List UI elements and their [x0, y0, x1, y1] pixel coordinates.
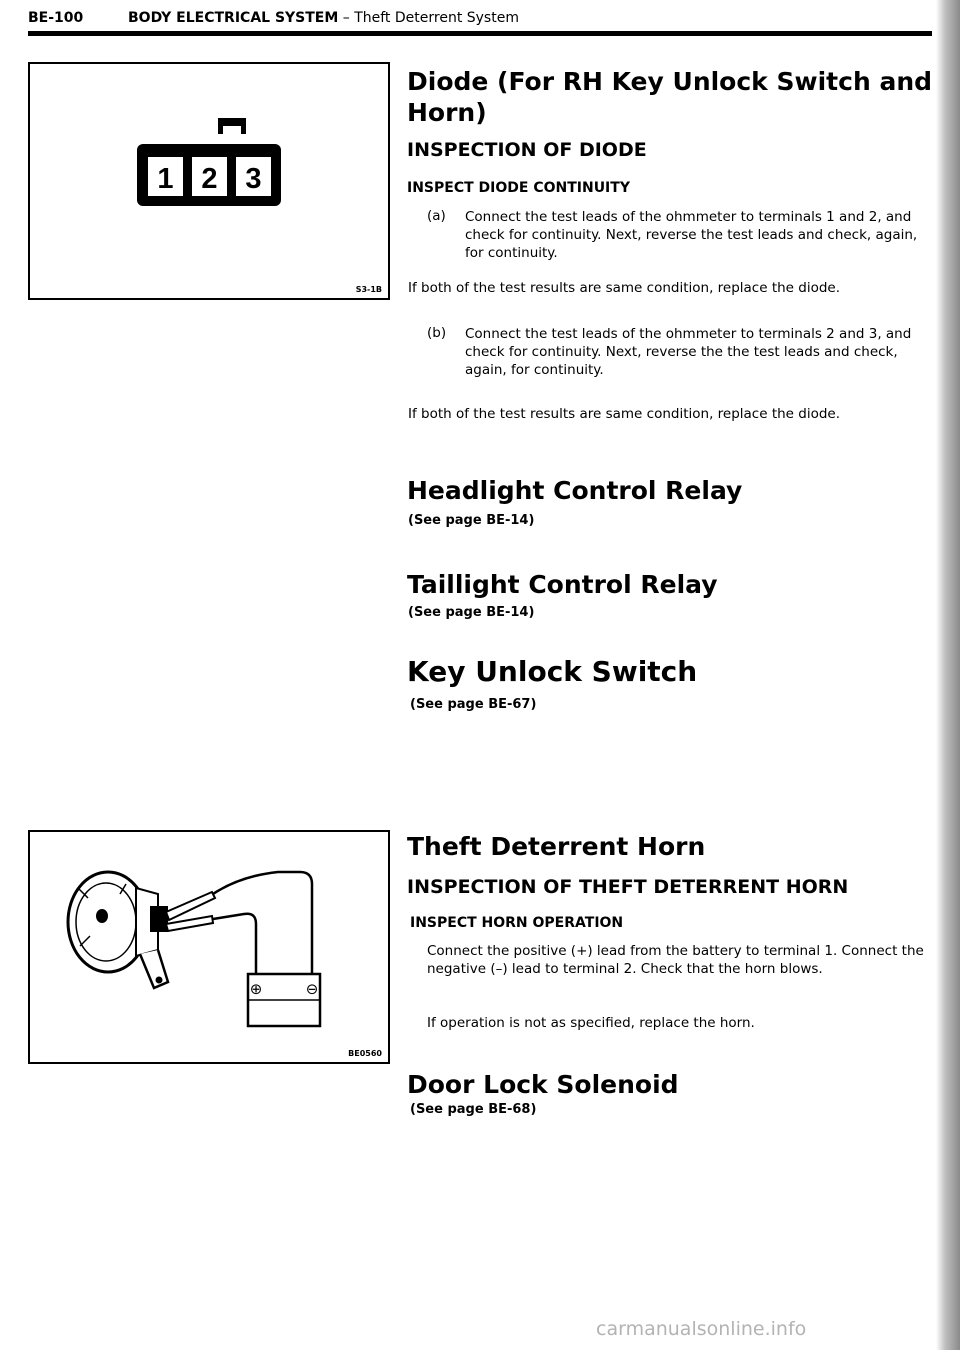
scan-shadow-edge: [936, 0, 960, 1350]
horn-step-note: If operation is not as specified, replace the horn.: [427, 1015, 755, 1031]
step-b-label: (b): [427, 325, 447, 341]
terminal-number-1: 1: [157, 163, 174, 195]
headlight-title: Headlight Control Relay: [407, 476, 743, 505]
key-unlock-title: Key Unlock Switch: [407, 655, 698, 688]
diode-title-line1: Diode (For RH Key Unlock Switch and: [407, 67, 933, 96]
door-lock-title: Door Lock Solenoid: [407, 1070, 679, 1099]
connector-latch-slot: [223, 126, 241, 136]
step-a-label: (a): [427, 208, 446, 224]
horn-step-heading: INSPECT HORN OPERATION: [410, 915, 624, 931]
page-number: BE-100: [28, 10, 84, 26]
battery-negative-symbol: ⊖: [305, 980, 319, 998]
figure-code: S3-1B: [355, 285, 382, 294]
wire-to-negative: [213, 872, 312, 988]
running-header: [128, 10, 519, 26]
step-b-text: Connect the test leads of the ohmmeter to terminals 2 and 3, and check for continuity. Next, reverse the the test leads and check, again, for continuity.: [465, 326, 912, 378]
taillight-ref: (See page BE-14): [408, 605, 535, 620]
diode-inspection-heading: INSPECTION OF DIODE: [407, 139, 647, 161]
horn-bracket: [140, 950, 168, 988]
step-b-note: If both of the test results are same condition, replace the diode.: [408, 406, 841, 422]
figure-code: BE0560: [348, 1049, 382, 1058]
horn-wiring-diagram: [30, 832, 388, 1062]
lead-wires: [166, 872, 312, 988]
step-a-text: Connect the test leads of the ohmmeter to terminals 1 and 2, and check for continuity. Next, reverse the test leads and check, again, for continuity.: [465, 209, 918, 261]
terminal-number-2: 2: [201, 163, 218, 195]
key-unlock-ref: (See page BE-67): [410, 697, 537, 712]
header-rule: [28, 31, 932, 36]
horn-center: [96, 909, 108, 923]
taillight-title: Taillight Control Relay: [407, 570, 718, 599]
door-lock-ref: (See page BE-68): [410, 1102, 537, 1117]
header-subsection: – Theft Deterrent System: [338, 10, 519, 26]
battery-illustration: [248, 974, 320, 1026]
headlight-ref: (See page BE-14): [408, 513, 535, 528]
diode-title: [407, 66, 932, 128]
header-section: BODY ELECTRICAL SYSTEM: [128, 10, 339, 26]
step-a-note: If both of the test results are same condition, replace the diode.: [408, 280, 841, 296]
terminal-number-3: 3: [245, 163, 262, 195]
connector-figure: [28, 62, 390, 300]
horn-figure: [28, 830, 390, 1064]
horn-title: Theft Deterrent Horn: [407, 832, 706, 861]
horn-illustration: [68, 872, 168, 988]
diode-step-heading: INSPECT DIODE CONTINUITY: [407, 180, 630, 196]
watermark: carmanualsonline.info: [596, 1318, 807, 1340]
horn-terminal-block: [150, 906, 168, 932]
connector-diagram: [30, 64, 388, 298]
diode-title-line2: Horn): [407, 98, 487, 127]
horn-step-text: Connect the positive (+) lead from the battery to terminal 1. Connect the negative (–) lead to terminal 2. Check that the horn blows.: [427, 943, 924, 977]
battery-positive-symbol: ⊕: [249, 980, 263, 998]
bracket-hole: [156, 977, 163, 984]
horn-inspection-heading: INSPECTION OF THEFT DETERRENT HORN: [407, 876, 849, 898]
